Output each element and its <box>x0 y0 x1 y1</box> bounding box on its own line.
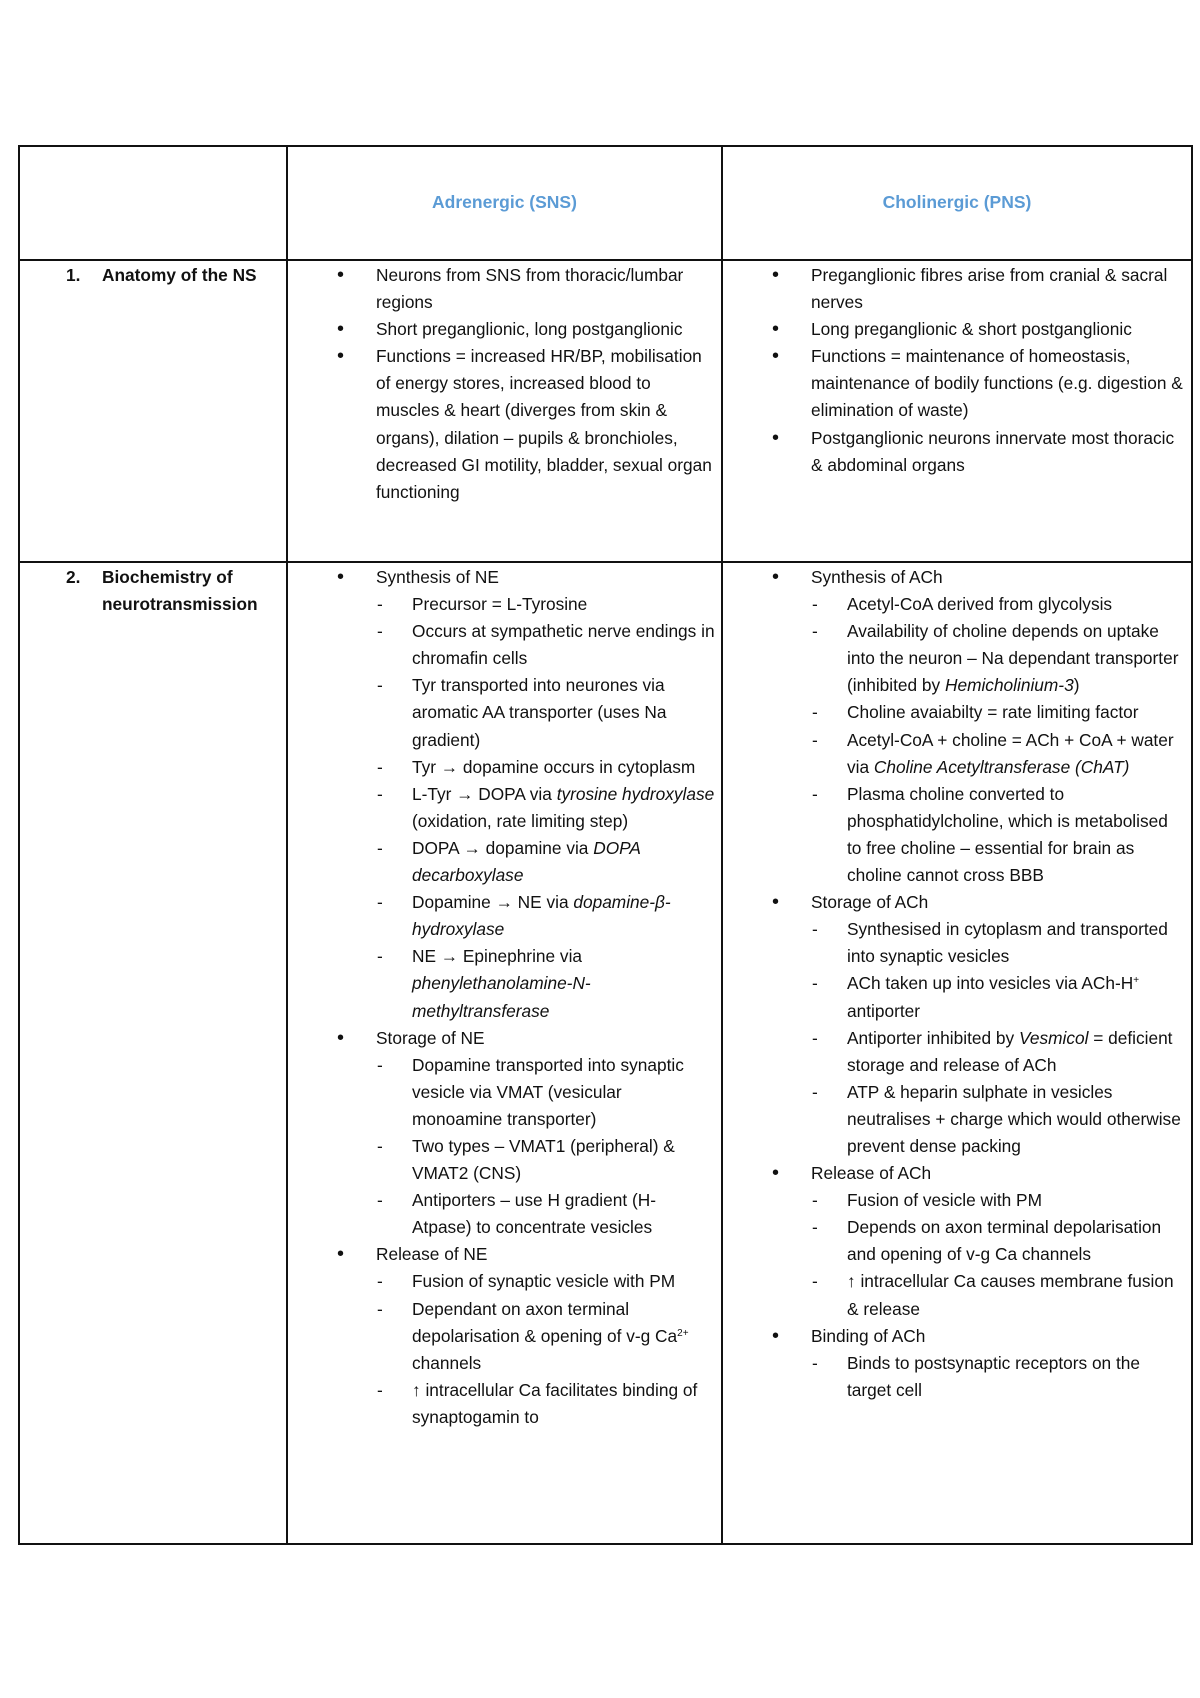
dash-icon: - <box>812 1271 818 1292</box>
list-item: • Functions = increased HR/BP, mobilisation of energy stores, increased blood to muscles & heart (diverges from skin & organs), dilation – pupils & bronchioles, decreased GI motility, bladder, sexual organ functioning <box>337 345 712 502</box>
list-item: • Storage of NE - Dopamine transported into synaptic vesicle via VMAT (vesicular monoamine transporter) - Two types – VMAT1 (peripheral) & VMAT2 (CNS) - Antiporters – use H gradient (H-Atpase) to concentrate vesicles <box>288 1025 715 1242</box>
dash-icon: - <box>377 1298 383 1319</box>
list-item: • Synthesis of ACh - Acetyl-CoA derived from glycolysis - Availability of choline depends on uptake into the neuron – Na dependant transporter (inhibited by Hemicholinium-3) - Choline avaiabilty = rate limiting factor - Acetyl-CoA + choline = ACh + CoA + water via Choline Acetyltransferase (ChAT) - Plasma choline converted to phosphatidylcholine, which is metabolised to free choline – essential for brain as choline cannot cross BBB <box>723 564 1185 889</box>
dash-icon: - <box>377 1054 383 1075</box>
dash-icon: - <box>812 973 818 994</box>
sub-item: - Dopamine → NE via dopamine-β-hydroxylase <box>376 889 715 943</box>
row-number: 1. <box>66 265 81 285</box>
list-item: • Functions = maintenance of homeostasis, maintenance of bodily functions (e.g. digestion & elimination of waste) <box>772 345 1183 421</box>
bullet-icon: • <box>772 318 780 341</box>
dash-icon: - <box>812 919 818 940</box>
row-title: Biochemistry of neurotransmission <box>102 567 258 615</box>
sub-item: - Fusion of synaptic vesicle with PM <box>376 1268 715 1295</box>
sub-item: - Acetyl-CoA + choline = ACh + CoA + water via Choline Acetyltransferase (ChAT) <box>811 727 1185 781</box>
sub-item: - Dependant on axon terminal depolarisation & opening of v-g $Ca^{2+}$ channels <box>376 1296 715 1377</box>
row-title: Anatomy of the NS <box>102 265 257 285</box>
list-item: • Synthesis of NE - Precursor = L-Tyrosine - Occurs at sympathetic nerve endings in chromafin cells - Tyr transported into neurones via aromatic AA transporter (uses Na gradient) - Tyr → dopamine occurs in cytoplasm - L-Tyr → DOPA via tyrosine hydroxylase (oxidation, rate limiting step) - DOPA → dopamine via DOPA decarboxylase - Dopamine → NE via dopamine-β-hydroxylase - NE → Epinephrine via phenylethanolamine-N-methyltransferase <box>288 564 715 1025</box>
list-item: • Long preganglionic & short postganglionic <box>723 316 1185 343</box>
list-item: • Binding of ACh - Binds to postsynaptic receptors on the target cell <box>723 1323 1185 1404</box>
adrenergic-heading: Adrenergic (SNS) <box>432 192 577 213</box>
dash-icon: - <box>812 621 818 642</box>
header-adrenergic <box>287 146 722 260</box>
sub-item: - ↑ intracellular Ca causes membrane fusion & release <box>811 1268 1185 1322</box>
sub-item: - L-Tyr → DOPA via tyrosine hydroxylase (oxidation, rate limiting step) <box>376 781 715 835</box>
list-item: • Postganglionic neurons innervate most thoracic & abdominal organs <box>772 426 1175 475</box>
dash-icon: - <box>812 729 818 750</box>
anatomy-adrenergic-cell <box>287 260 722 562</box>
list-item: • Neurons from SNS from thoracic/lumbar regions <box>337 264 684 313</box>
dash-icon: - <box>377 892 383 913</box>
dash-icon: - <box>812 1190 818 1211</box>
sub-item: - ↑ intracellular Ca facilitates binding of synaptogamin to <box>376 1377 715 1431</box>
list-item: • Preganglionic fibres arise from cranial & sacral nerves <box>772 264 1168 313</box>
header-empty-cell <box>19 146 287 260</box>
dash-icon: - <box>377 1271 383 1292</box>
dash-icon: - <box>812 1352 818 1373</box>
dash-icon: - <box>377 1135 383 1156</box>
bullet-icon: • <box>772 566 780 588</box>
sub-item: - Occurs at sympathetic nerve endings in chromafin cells <box>376 618 715 672</box>
row-heading-cell <box>19 260 287 562</box>
bullet-icon: • <box>772 426 780 449</box>
sub-item: - DOPA → dopamine via DOPA decarboxylase <box>376 835 715 889</box>
sub-item: - ATP & heparin sulphate in vesicles neutralises + charge which would otherwise prevent dense packing <box>811 1079 1185 1160</box>
dash-icon: - <box>377 1379 383 1400</box>
sub-item: - Fusion of vesicle with PM <box>811 1187 1185 1214</box>
list-item: • Release of NE - Fusion of synaptic vesicle with PM - Dependant on axon terminal depolarisation & opening of v-g $Ca^{2+}$ channels - ↑ intracellular Ca facilitates binding of synaptogamin to <box>288 1241 715 1431</box>
sub-item: - ACh taken up into vesicles via ACh-H+ antiporter <box>811 970 1185 1024</box>
row-number: 2. <box>66 567 81 587</box>
dash-icon: - <box>377 837 383 858</box>
sub-item: - NE → Epinephrine via phenylethanolamine-N-methyltransferase <box>376 943 715 1024</box>
bullet-icon: • <box>337 1243 345 1266</box>
table-row-anatomy <box>19 260 1192 562</box>
dash-icon: - <box>377 621 383 642</box>
dash-icon: - <box>377 1190 383 1211</box>
sub-item: - Tyr transported into neurones via aromatic AA transporter (uses Na gradient) <box>376 672 715 753</box>
biochem-cholinergic-cell <box>722 562 1192 1544</box>
bullet-icon: • <box>772 345 780 368</box>
sub-item: - Availability of choline depends on uptake into the neuron – Na dependant transporter (inhibited by Hemicholinium-3) <box>811 618 1185 699</box>
dash-icon: - <box>377 756 383 777</box>
dash-icon: - <box>377 783 383 804</box>
sub-item: - Dopamine transported into synaptic vesicle via VMAT (vesicular monoamine transporter) <box>376 1052 715 1133</box>
sub-item: - Precursor = L-Tyrosine <box>376 591 715 618</box>
list-item: • Storage of ACh - Synthesised in cytoplasm and transported into synaptic vesicles - ACh taken up into vesicles via ACh-H+ antiporter - Antiporter inhibited by Vesmicol = deficient storage and release of ACh - ATP & heparin sulphate in vesicles neutralises + charge which would otherwise prevent dense packing <box>723 889 1185 1160</box>
bullet-icon: • <box>337 1026 345 1049</box>
list-item: • Release of ACh - Fusion of vesicle with PM - Depends on axon terminal depolarisation and opening of v-g Ca channels - ↑ intracellular Ca causes membrane fusion & release <box>723 1160 1185 1323</box>
anatomy-cholinergic-cell <box>722 260 1192 562</box>
sub-item: - Two types – VMAT1 (peripheral) & VMAT2 (CNS) <box>376 1133 715 1187</box>
sub-item: - Synthesised in cytoplasm and transported into synaptic vesicles <box>811 916 1185 970</box>
bullet-icon: • <box>337 318 345 341</box>
bullet-icon: • <box>772 1162 780 1185</box>
sub-item: - Antiporter inhibited by Vesmicol = deficient storage and release of ACh <box>811 1025 1185 1079</box>
sub-item: - Plasma choline converted to phosphatidylcholine, which is metabolised to free choline – essential for brain as choline cannot cross BBB <box>811 781 1185 889</box>
cholinergic-heading: Cholinergic (PNS) <box>882 192 1032 213</box>
dash-icon: - <box>812 783 818 804</box>
bullet-icon: • <box>337 566 345 588</box>
dash-icon: - <box>377 594 383 615</box>
bullet-icon: • <box>337 345 345 368</box>
bullet-icon: • <box>772 891 780 914</box>
table-header-row <box>19 146 1192 260</box>
bullet-icon: • <box>772 264 780 286</box>
dash-icon: - <box>812 702 818 723</box>
dash-icon: - <box>812 1027 818 1048</box>
list-item: • Short preganglionic, long postganglionic <box>288 316 715 343</box>
biochem-adrenergic-cell <box>287 562 722 1544</box>
row-heading-cell <box>19 562 287 1544</box>
bullet-icon: • <box>337 264 345 286</box>
header-cholinergic <box>722 146 1192 260</box>
sub-item: - Acetyl-CoA derived from glycolysis <box>811 591 1185 618</box>
dash-icon: - <box>812 1081 818 1102</box>
sub-item: - Tyr → dopamine occurs in cytoplasm <box>376 754 715 781</box>
dash-icon: - <box>812 594 818 615</box>
sub-item: - Antiporters – use H gradient (H-Atpase) to concentrate vesicles <box>376 1187 715 1241</box>
bullet-icon: • <box>772 1324 780 1347</box>
comparison-table <box>18 145 1193 1545</box>
dash-icon: - <box>377 675 383 696</box>
dash-icon: - <box>377 946 383 967</box>
dash-icon: - <box>812 1217 818 1238</box>
sub-item: - Choline avaiabilty = rate limiting factor <box>811 699 1185 726</box>
sub-item: - Binds to postsynaptic receptors on the target cell <box>811 1350 1185 1404</box>
sub-item: - Depends on axon terminal depolarisation and opening of v-g Ca channels <box>811 1214 1185 1268</box>
table-row-biochemistry <box>19 562 1192 1544</box>
